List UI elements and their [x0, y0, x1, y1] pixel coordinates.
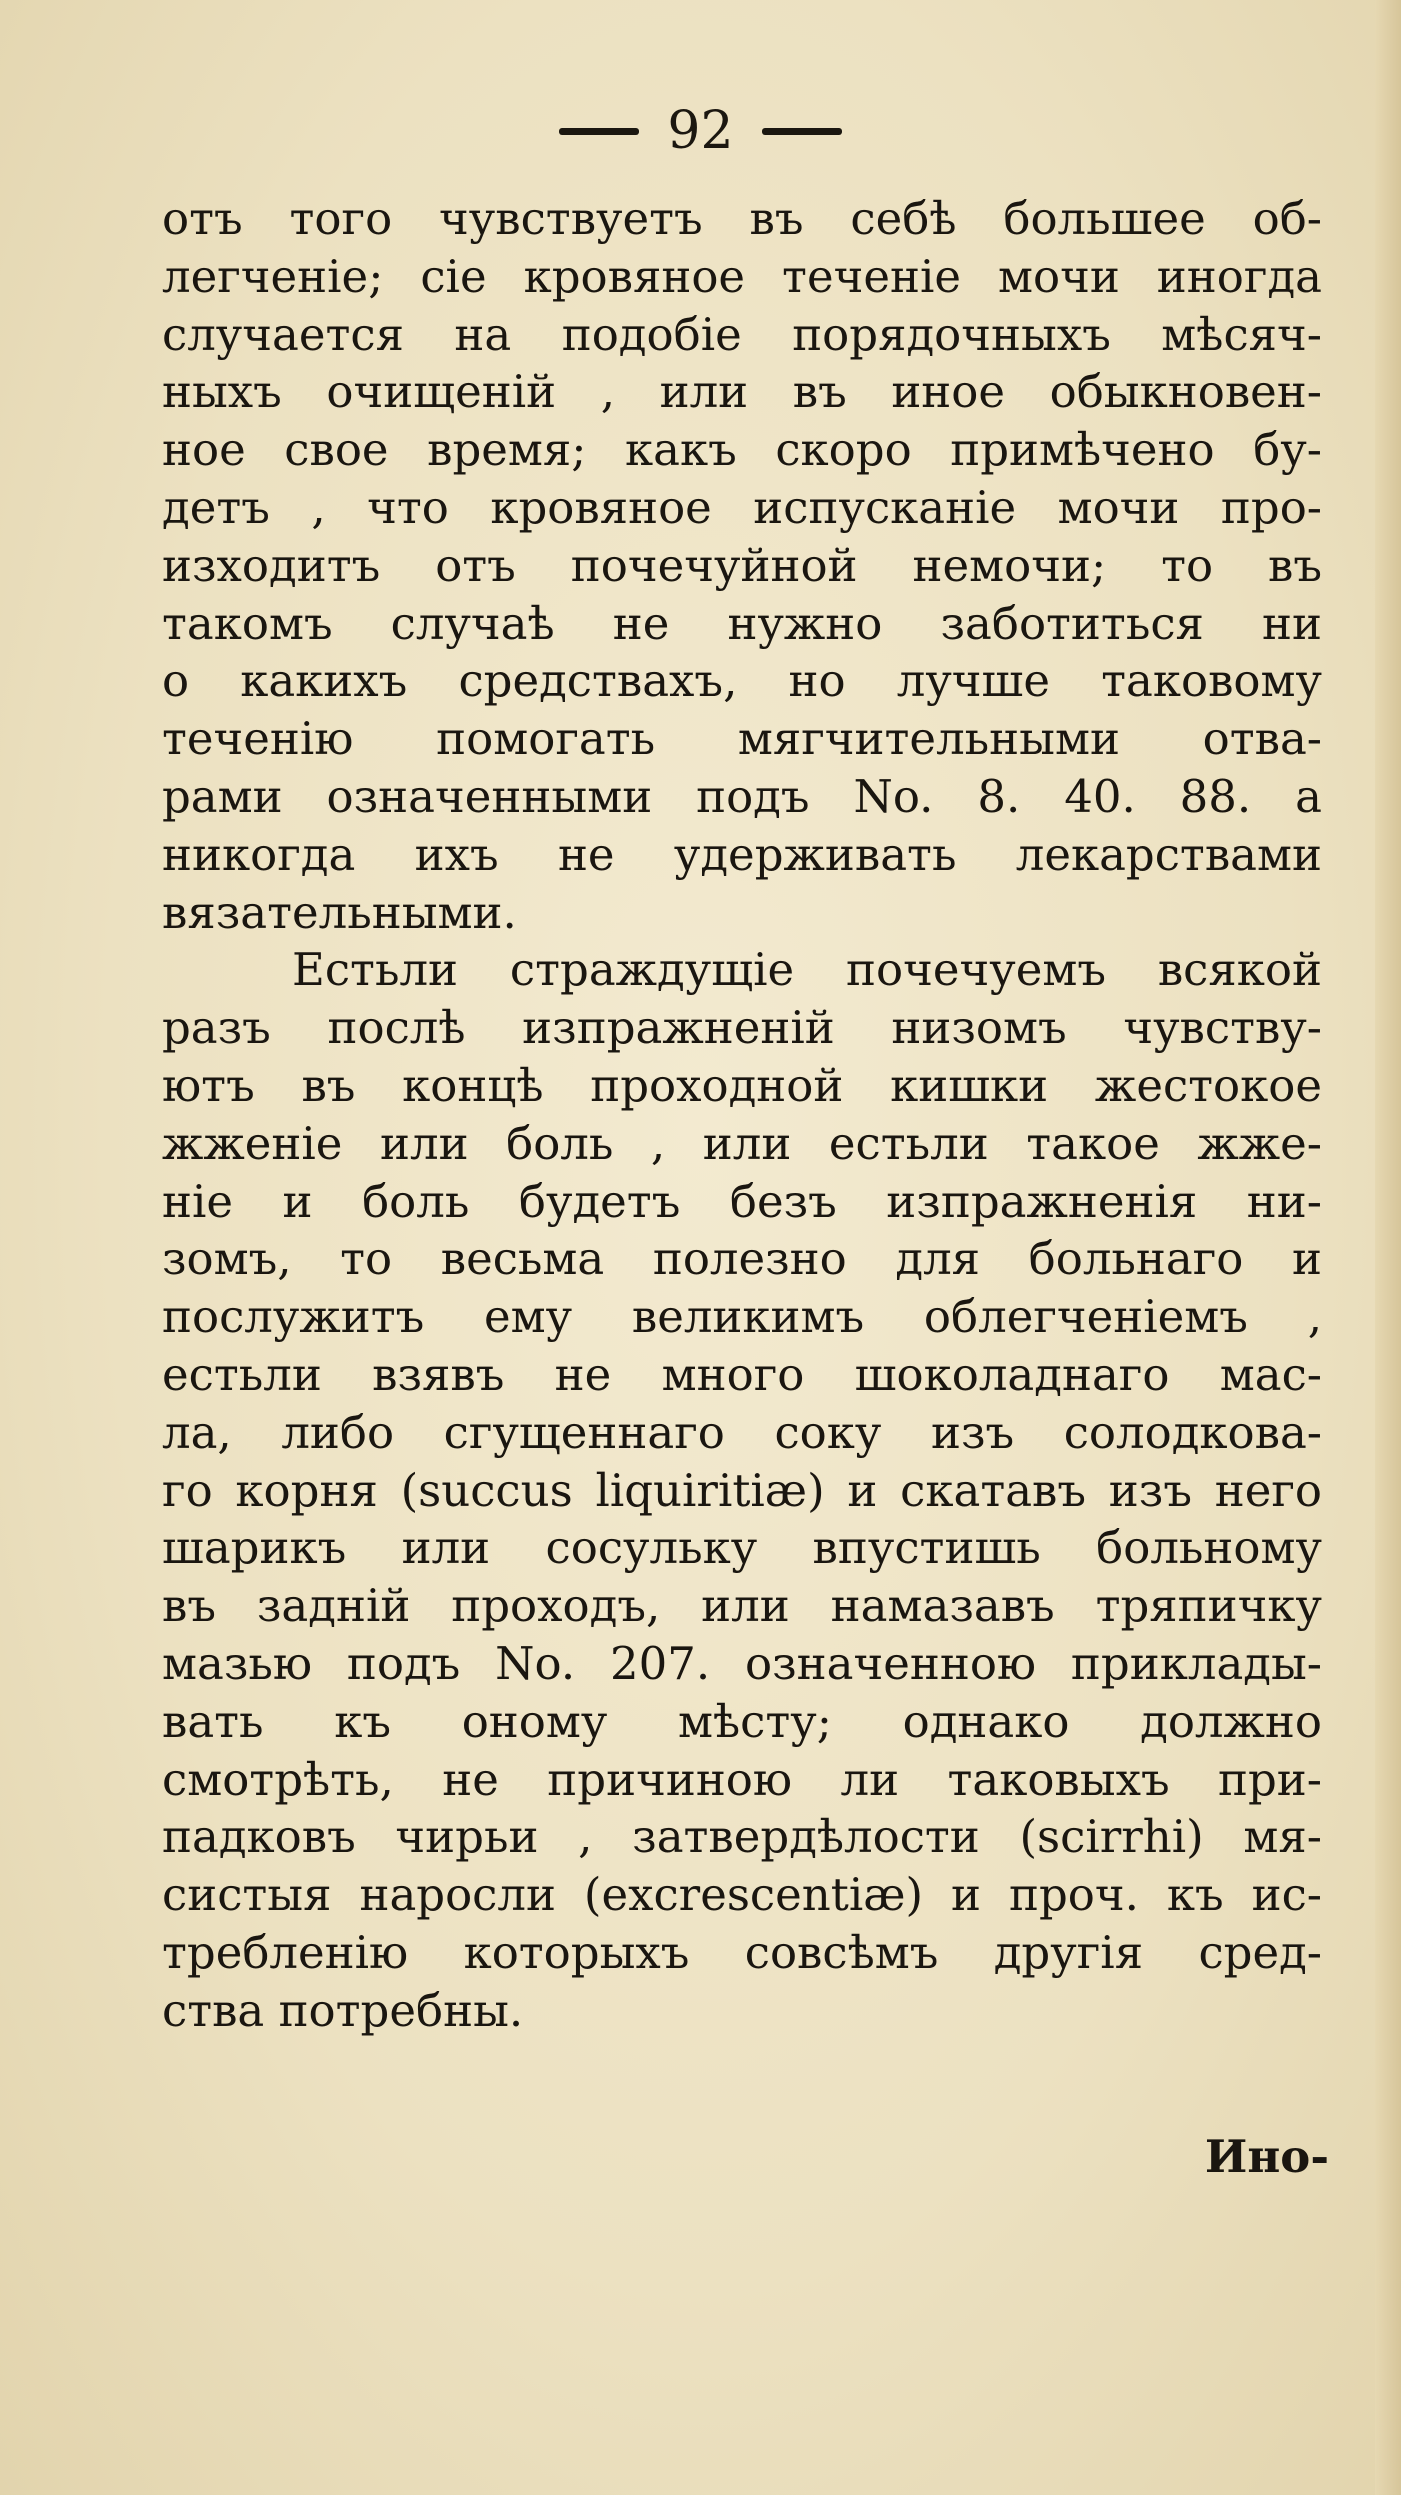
text-line: детъ , что кровяное испусканiе мочи про-	[162, 480, 1322, 534]
text-line: въ заднiй проходъ, или намазавъ тряпичку	[162, 1579, 1322, 1633]
text-line: естьли взявъ не много шоколаднаго мас-	[162, 1347, 1322, 1401]
text-line: случается на подобiе порядочныхъ мѣсяч-	[162, 307, 1322, 361]
text-line: изходитъ отъ почечуйной немочи; то въ	[162, 538, 1322, 592]
page-edge	[1375, 0, 1401, 2495]
text-line: теченiю помогать мягчительными отва-	[162, 712, 1322, 766]
text-line: ныхъ очищенiй , или въ иное обыкновен-	[162, 365, 1322, 419]
text-line: Естьли страждущiе почечуемъ всякой	[292, 943, 1322, 997]
body-text	[162, 190, 1322, 2040]
catchword: Ино-	[1204, 2130, 1329, 2183]
text-line: падковъ чирьи , затвердѣлости (scirrhi) мя-	[162, 1810, 1322, 1864]
text-line: никогда ихъ не удерживать лекарствами	[162, 827, 1322, 881]
text-line: отъ того чувствуетъ въ себѣ большее об-	[162, 192, 1322, 245]
text-line: ла, либо сгущеннаго соку изъ солодкова-	[162, 1405, 1322, 1459]
text-line: вать къ оному мѣсту; однако должно	[162, 1694, 1322, 1748]
text-line: систыя наросли (excrescentiæ) и проч. къ ис-	[162, 1868, 1322, 1922]
text-line: ютъ въ концѣ проходной кишки жестокое	[162, 1058, 1322, 1112]
text-line: нiе и боль будетъ безъ изпражненiя ни-	[162, 1174, 1322, 1228]
text-line: го корня (succus liquiritiæ) и скатавъ изъ него	[162, 1463, 1322, 1517]
text-line: ства потребны.	[162, 1983, 524, 2037]
page-header	[0, 96, 1401, 166]
text-line: ное свое время; какъ скоро примѣчено бу-	[162, 423, 1322, 477]
header-dash-right	[762, 128, 842, 135]
text-line: жженiе или боль , или естьли такое жже-	[162, 1116, 1322, 1170]
paragraph-2	[162, 941, 1322, 2039]
text-line: разъ послѣ изпражненiй низомъ чувству-	[162, 1001, 1322, 1055]
text-line: зомъ, то весьма полезно для больнаго и	[162, 1232, 1322, 1286]
text-line: требленiю которыхъ совсѣмъ другiя сред-	[162, 1925, 1322, 1979]
text-line: мазью подъ No. 207. означенною приклады-	[162, 1636, 1322, 1690]
text-line: рами означенными подъ No. 8. 40. 88. а	[162, 769, 1322, 823]
text-line: легченiе; сiе кровяное теченiе мочи иногда	[162, 249, 1322, 303]
text-line: послужитъ ему великимъ облегченiемъ ,	[162, 1290, 1322, 1344]
header-dash-left	[559, 128, 639, 135]
paragraph-1	[162, 190, 1322, 941]
text-line: шарикъ или сосульку впустишь больному	[162, 1521, 1322, 1575]
text-line: такомъ случаѣ не нужно заботиться ни	[162, 596, 1322, 650]
text-line: смотрѣть, не причиною ли таковыхъ при-	[162, 1752, 1322, 1806]
text-line: вязательными.	[162, 885, 517, 939]
text-line: о какихъ средствахъ, но лучше таковому	[162, 654, 1322, 708]
page-number: 92	[667, 101, 734, 161]
